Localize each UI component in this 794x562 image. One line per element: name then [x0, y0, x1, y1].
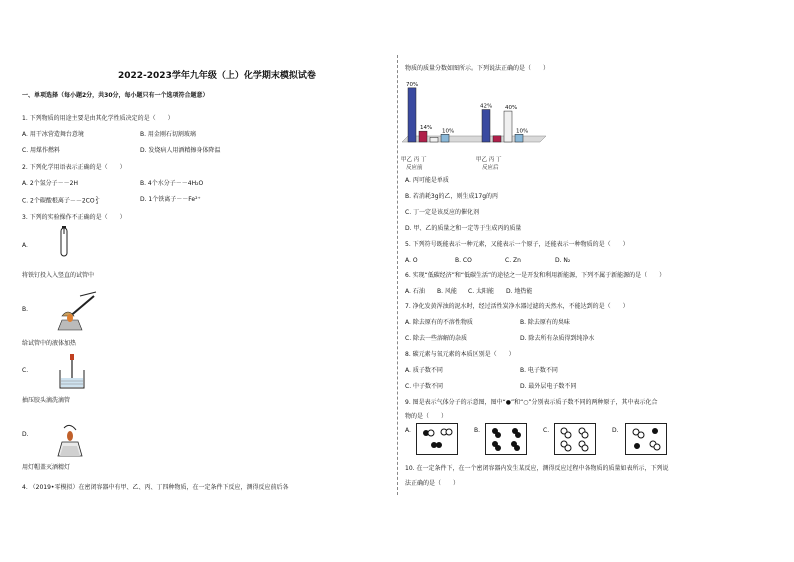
column-divider	[397, 55, 398, 495]
q3-stem: 3. 下列的实验操作不正确的是（ ）	[22, 214, 126, 221]
q9-option-b: B.	[474, 427, 481, 434]
q2-option-a: A. 2个氢分子－－2H	[22, 180, 78, 187]
q8-option-c: C. 中子数不同	[405, 383, 444, 390]
q9-option-a: A.	[405, 427, 411, 434]
molecule-box-d-icon	[625, 423, 667, 455]
test-tube-nail-icon	[56, 226, 72, 260]
heating-test-tube-icon	[50, 290, 106, 334]
bar-label-反应前-甲: 70%	[406, 81, 419, 88]
q4-option-c: C. 丁一定是该反应的催化剂	[405, 209, 480, 216]
bar-label-反应后-甲: 42%	[480, 103, 493, 110]
q1-option-b: B. 用金刚石切割玻璃	[140, 131, 196, 138]
q7-option-c: C. 除去一些溶解的杂质	[405, 335, 468, 342]
chart-categories-before: 甲乙 丙 丁	[401, 157, 427, 163]
q8-option-d: D. 最外层电子数不同	[520, 383, 577, 390]
q1-option-a: A. 用干冰营造舞台意境	[22, 131, 84, 138]
bar-反应后-甲	[482, 110, 490, 142]
q3-option-c-caption: 抽压胶头滴洗滴管	[22, 397, 71, 404]
q6-option-b: B. 风能	[437, 288, 457, 295]
bar-反应前-甲	[408, 88, 416, 142]
q10-stem-line1: 10. 在一定条件下，在一个密闭容器内发生某反应，测得反应过程中各物质的质量如表所示，下列说	[405, 465, 669, 472]
q6-option-d: D. 地热能	[506, 288, 533, 295]
bar-label-反应后-丙: 40%	[505, 105, 518, 112]
q4-option-d: D. 甲、乙的质量之和一定等于生成丙的质量	[405, 225, 522, 232]
q9-option-d: D.	[612, 427, 619, 434]
q2-option-c-sub: 3	[95, 200, 99, 205]
page-title: 2022-2023学年九年级（上）化学期末模拟试卷	[118, 71, 316, 81]
bar-label-反应前-丁: 10%	[442, 128, 455, 135]
chart-group-before: 反应前	[406, 165, 423, 171]
q1-option-c: C. 用煤作燃料	[22, 147, 61, 154]
q9-option-c: C.	[543, 427, 550, 434]
q3-option-a-caption: 将铁钉投入入竖直的试管中	[22, 272, 95, 279]
q4-stem-line1: 4. （2019•零模拟）在密闭容器中有甲、乙、丙、丁四种物质，在一定条件下反应，测得反应前后各	[22, 484, 289, 491]
mass-fraction-bar-chart	[400, 76, 550, 166]
q2-stem: 2. 下列化学用语表示正确的是（ ）	[22, 164, 126, 171]
molecule-box-b-icon	[485, 423, 527, 455]
q1-option-d: D. 发烧病人用酒精擦身体降温	[140, 147, 221, 154]
q7-option-b: B. 除去原有的臭味	[520, 319, 570, 326]
q5-option-b: B. CO	[455, 257, 472, 264]
q7-option-a: A. 除去原有的不溶性物质	[405, 319, 473, 326]
q6-stem: 6. 实现“低碳经济”和“低碳生活”的途径之一是开发和利用新能源，下列不属于新能源的是（ ）	[405, 272, 666, 279]
q2-option-c	[22, 197, 100, 205]
section-heading: 一、单项选择（每小题2分，共30分，每小题只有一个选项符合题意）	[22, 92, 209, 99]
chart-categories-after: 甲乙 丙 丁	[476, 157, 502, 163]
q9-stem-line1: 9. 图是表示气体分子的示意图，图中“●”和“○”分别表示质子数不同的两种原子，其中表示化合	[405, 399, 658, 406]
q2-option-b: B. 4个水分子－－4H₂O	[140, 180, 204, 187]
q3-option-d-label: D.	[22, 431, 29, 438]
bar-反应前-丙	[430, 137, 438, 142]
q8-option-b: B. 电子数不同	[520, 367, 558, 374]
bar-反应后-丁	[515, 134, 523, 142]
q8-stem: 8. 碳元素与氧元素的本质区别是（ ）	[405, 351, 515, 358]
molecule-box-c-icon	[554, 423, 596, 455]
bar-反应前-丁	[441, 134, 449, 142]
q5-option-d: D. N₂	[555, 257, 571, 264]
bar-反应后-丙	[504, 111, 512, 142]
bar-label-反应后-丁: 10%	[516, 128, 529, 135]
q3-option-d-caption: 用灯帽盖灭酒精灯	[22, 464, 71, 471]
q5-stem: 5. 下列符号既能表示一种元素，又能表示一个原子，还能表示一种物质的是（ ）	[405, 241, 629, 248]
q7-option-d: D. 除去所有杂质得到纯净水	[520, 335, 595, 342]
bar-label-反应前-乙: 14%	[420, 125, 433, 132]
chart-group-after: 反应后	[482, 165, 499, 171]
q3-option-c-label: C.	[22, 367, 29, 374]
q4-option-b: B. 若消耗3g的乙，则生成17g的丙	[405, 193, 499, 200]
q6-option-c: C. 太阳能	[468, 288, 495, 295]
q5-option-c: C. Zn	[505, 257, 521, 264]
q10-stem-line2: 法正确的是（ ）	[405, 480, 460, 487]
q9-stem-line2: 物的是（ ）	[405, 413, 448, 420]
q3-option-b-caption: 给试管中的液体加热	[22, 340, 77, 347]
q6-option-a: A. 石油	[405, 288, 425, 295]
molecule-box-a-icon	[416, 423, 458, 455]
q4-option-a: A. 丙可能是单质	[405, 177, 449, 184]
q3-option-a-label: A.	[22, 242, 28, 249]
q3-option-b-label: B.	[22, 306, 29, 313]
alcohol-lamp-icon	[50, 420, 90, 460]
q8-option-a: A. 质子数不同	[405, 367, 443, 374]
q2-option-d: D. 1个铁离子－－Fe²⁺	[140, 196, 201, 203]
bar-反应前-乙	[419, 131, 427, 142]
q2-option-c-sup: 2-	[95, 196, 100, 201]
bar-反应后-乙	[493, 136, 501, 142]
q7-stem: 7. 净化发黄浑浊的泥水时，经过活性炭净水器过滤的天然水，不能达到的是（ ）	[405, 303, 629, 310]
beaker-dropper-icon	[56, 352, 88, 392]
q1-stem: 1. 下列物质的用途主要是由其化学性质决定的是（ ）	[22, 115, 174, 122]
q5-option-a: A. O	[405, 257, 418, 264]
q2-option-c-text: C. 2个碳酸根离子－－2CO	[22, 197, 95, 205]
q4-stem-line2: 物质的质量分数如图所示。下列说法正确的是（ ）	[405, 65, 550, 72]
